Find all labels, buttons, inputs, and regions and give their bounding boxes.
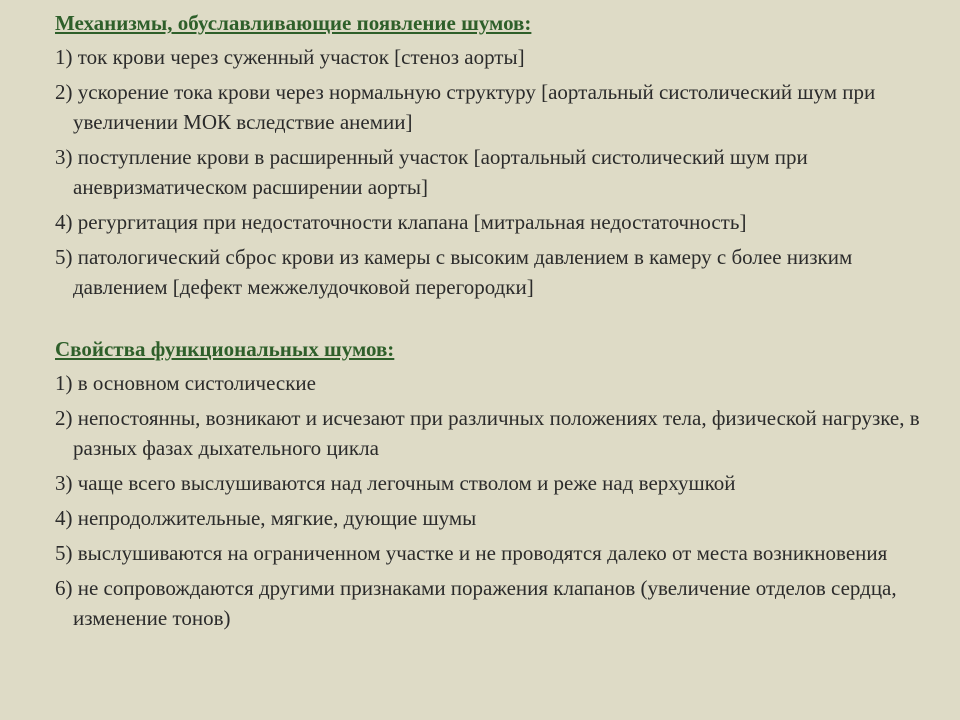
section-heading-mechanisms: Механизмы, обуславливающие появление шумов: xyxy=(55,11,532,35)
list-item: 2) непостоянны, возникают и исчезают при различных положениях тела, физической нагрузке, в разных фазах дыхательного цикла xyxy=(55,406,920,460)
section-mechanisms xyxy=(55,8,935,302)
list-item: 3) поступление крови в расширенный участок [аортальный систолический шум при аневризматическом расширении аорты] xyxy=(55,145,808,199)
list-item: 2) ускорение тока крови через нормальную структуру [аортальный систолический шум при увеличении МОК вследствие анемии] xyxy=(55,80,876,134)
list-item: 4) регургитация при недостаточности клапана [митральная недостаточность] xyxy=(55,210,747,234)
section-heading-functional-murmurs: Свойства функциональных шумов: xyxy=(55,337,395,361)
list-item: 5) патологический сброс крови из камеры с высоким давлением в камеру с более низким давлением [дефект межжелудочковой перегородки] xyxy=(55,245,853,299)
section-spacer xyxy=(55,307,935,334)
functional-murmurs-list xyxy=(55,368,935,633)
mechanisms-list xyxy=(55,42,935,302)
list-item: 1) ток крови через суженный участок [стеноз аорты] xyxy=(55,45,525,69)
list-item: 5) выслушиваются на ограниченном участке и не проводятся далеко от места возникновения xyxy=(55,541,888,565)
list-item: 3) чаще всего выслушиваются над легочным стволом и реже над верхушкой xyxy=(55,471,736,495)
list-item: 6) не сопровождаются другими признаками поражения клапанов (увеличение отделов сердца, изменение тонов) xyxy=(55,576,897,630)
section-functional-murmurs xyxy=(55,334,935,633)
list-item: 4) непродолжительные, мягкие, дующие шумы xyxy=(55,506,477,530)
slide-content xyxy=(55,8,935,638)
list-item: 1) в основном систолические xyxy=(55,371,316,395)
